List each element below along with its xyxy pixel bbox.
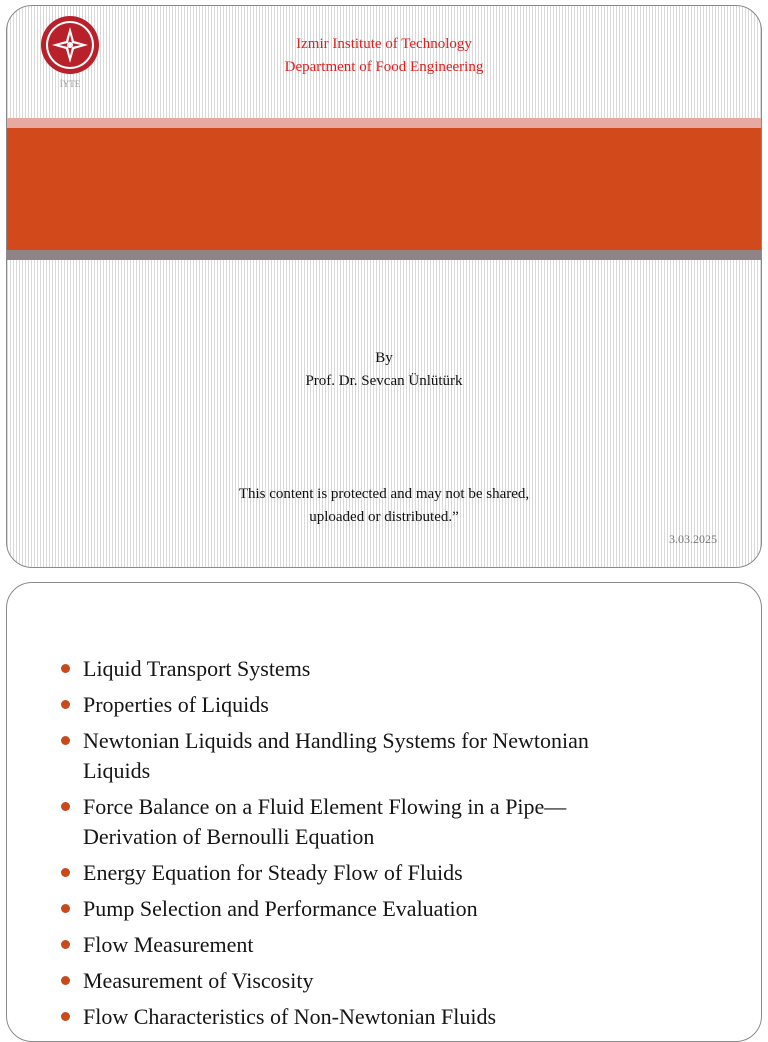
contents-slide <box>6 582 762 1042</box>
topic-text-line: Energy Equation for Steady Flow of Fluids <box>83 860 463 885</box>
bullet-icon <box>61 940 70 949</box>
by-label: By <box>375 350 393 366</box>
institution-name: Izmir Institute of Technology <box>296 36 472 52</box>
topic-list-item <box>61 726 681 786</box>
topic-text-line: Newtonian Liquids and Handling Systems for Newtonian <box>83 728 589 753</box>
slide-date: 3.03.2025 <box>669 532 717 546</box>
bullet-icon <box>61 1012 70 1021</box>
bullet-icon <box>61 976 70 985</box>
bullet-icon <box>61 868 70 877</box>
topic-list-item <box>61 654 681 684</box>
topic-text-line: Derivation of Bernoulli Equation <box>83 824 375 849</box>
bullet-icon <box>61 736 70 745</box>
topic-text-line: Measurement of Viscosity <box>83 968 314 993</box>
department-name: Department of Food Engineering <box>284 59 484 75</box>
bullet-icon <box>61 904 70 913</box>
topic-text-line: Pump Selection and Performance Evaluation <box>83 896 478 921</box>
topic-text-line: Properties of Liquids <box>83 692 269 717</box>
title-band-main <box>7 128 761 250</box>
topic-text-line: Flow Measurement <box>83 932 254 957</box>
logo-label: İYTE <box>59 79 81 89</box>
notice-line-2: uploaded or distributed.” <box>309 509 459 525</box>
copyright-notice <box>7 483 761 529</box>
institution-heading <box>7 33 761 79</box>
topic-list-item <box>61 690 681 720</box>
topic-text-line: Liquid Transport Systems <box>83 656 311 681</box>
topic-text-line: Liquids <box>83 758 151 783</box>
bullet-icon <box>61 802 70 811</box>
topic-list <box>61 654 681 1038</box>
title-slide <box>6 5 762 568</box>
topic-list-item <box>61 930 681 960</box>
topic-list-item <box>61 1002 681 1032</box>
topic-list-item <box>61 966 681 996</box>
topic-list-item <box>61 858 681 888</box>
bullet-icon <box>61 700 70 709</box>
author-block <box>7 347 761 393</box>
topic-list-item <box>61 792 681 852</box>
topic-list-item <box>61 894 681 924</box>
author-name: Prof. Dr. Sevcan Ünlütürk <box>305 373 463 389</box>
topic-text-line: Flow Characteristics of Non-Newtonian Fluids <box>83 1004 497 1029</box>
bullet-icon <box>61 664 70 673</box>
notice-line-1: This content is protected and may not be shared, <box>238 486 530 502</box>
topic-text-line: Force Balance on a Fluid Element Flowing in a Pipe— <box>83 794 567 819</box>
title-band-top <box>7 118 761 128</box>
title-band-bottom <box>7 250 761 260</box>
